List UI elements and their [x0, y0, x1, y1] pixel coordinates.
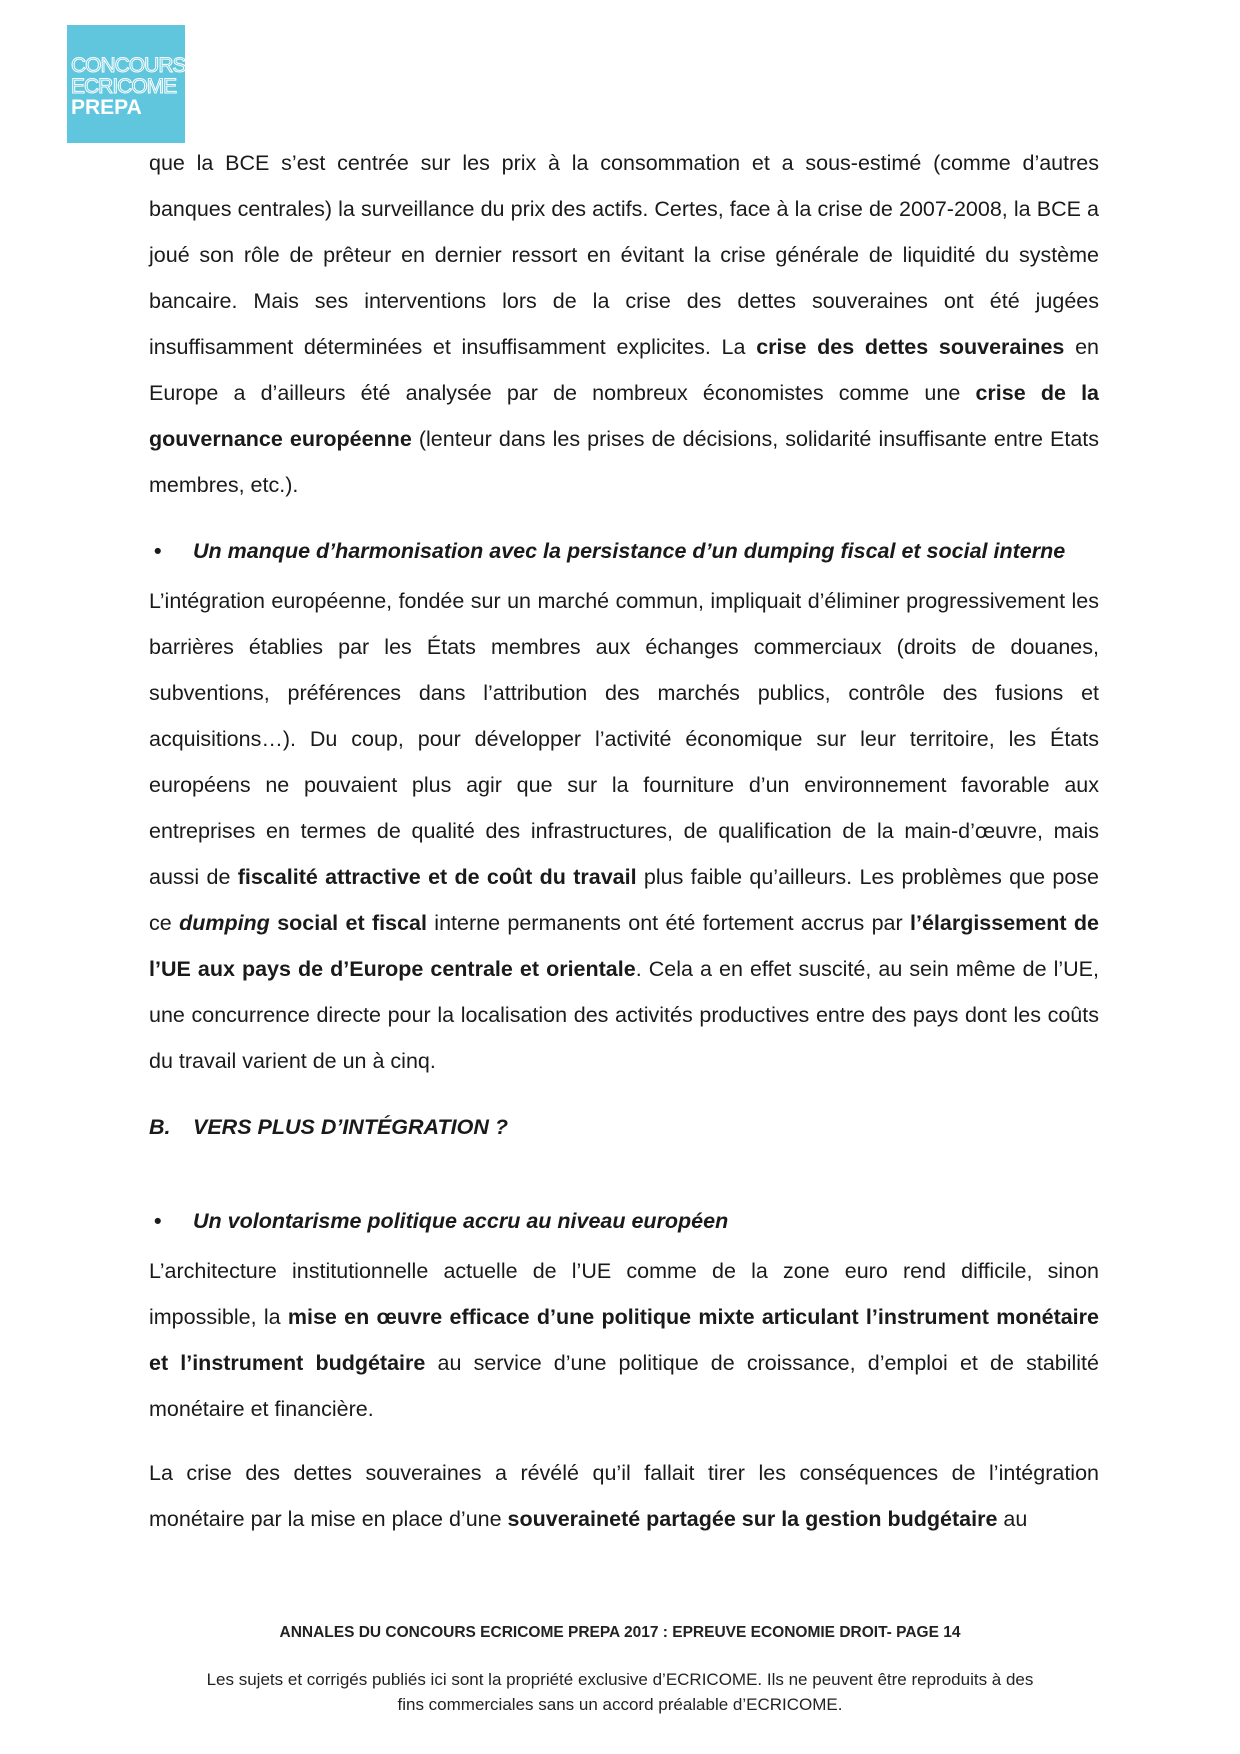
- footer-title: ANNALES DU CONCOURS ECRICOME PREPA 2017 : EPREUVE ECONOMIE DROIT- PAGE 14: [279, 1624, 961, 1641]
- logo-line-prepa: PREPA: [71, 96, 142, 119]
- bullet-dot-icon: •: [154, 539, 162, 563]
- footer-note-line: fins commerciales sans un accord préalable d’ECRICOME.: [397, 1695, 843, 1714]
- footer-copyright-note: [150, 1667, 1090, 1717]
- text-run: au service d’une politique de croissance, d’emploi et de stabilité monétaire et financière.: [149, 1351, 1099, 1421]
- bold-run: fiscalité attractive et de coût du travail: [237, 865, 637, 889]
- document-body: [149, 140, 1099, 1542]
- text-run: plus faible qu’ailleurs. Les problèmes que pose ce: [149, 865, 1099, 935]
- bold-run: souveraineté partagée sur la gestion budgétaire: [507, 1507, 998, 1531]
- paragraph-architecture: [149, 1248, 1099, 1432]
- paragraph-dumping: [149, 578, 1099, 1084]
- text-run: que la BCE s’est centrée sur les prix à la consommation et a sous-estimé (comme d’autres banques centrales) la surveillance du prix des actifs. Certes, face à la crise de 2007-2008, la BCE a joué son rôle de prêteur en dernier ressort en évitant la crise générale de liquidité du système bancaire. Mais ses interventions lors de la crise des dettes souveraines ont été jugées insuffisamment déterminées et insuffisamment explicites. La: [149, 151, 1099, 359]
- text-run: interne permanents ont été fortement accrus par: [426, 911, 910, 935]
- bold-run: mise en œuvre efficace d’une politique mixte articulant l’instrument monétaire et l’instrument budgétaire: [149, 1305, 1099, 1375]
- text-run: en Europe a d’ailleurs été analysée par de nombreux économistes comme une: [149, 335, 1099, 405]
- bold-italic-run: dumping: [179, 911, 270, 935]
- bold-run: crise des dettes souveraines: [756, 335, 1065, 359]
- logo-line-concours: CONCOURS: [71, 54, 186, 77]
- text-run: La crise des dettes souveraines a révélé qu’il fallait tirer les conséquences de l’intégration monétaire par la mise en place d’une: [149, 1461, 1099, 1531]
- text-run: L’architecture institutionnelle actuelle de l’UE comme de la zone euro rend difficile, sinon impossible, la: [149, 1259, 1099, 1329]
- bullet-text: Un manque d’harmonisation avec la persistance d’un dumping fiscal et social interne: [193, 539, 1066, 563]
- paragraph-crise-dettes: [149, 1450, 1099, 1542]
- bold-run: social et fiscal: [277, 911, 427, 935]
- text-run: au: [997, 1507, 1028, 1531]
- text-run: L’intégration européenne, fondée sur un marché commun, impliquait d’éliminer progressivement les barrières établies par les États membres aux échanges commerciaux (droits de douanes, subventions, préférences dans l’attribution des marchés publics, contrôle des fusions et acquisitions…). Du coup, pour développer l’activité économique sur leur territoire, les États européens ne pouvaient plus agir que sur la fourniture d’un environnement favorable aux entreprises en termes de qualité des infrastructures, de qualification de la main-d’œuvre, mais aussi de: [149, 589, 1099, 889]
- text-run: (lenteur dans les prises de décisions, solidarité insuffisante entre Etats membres, etc.).: [149, 427, 1099, 497]
- logo-line-ecricome: ECRICOME: [71, 75, 177, 98]
- bullet-dot-icon: •: [154, 1209, 162, 1233]
- bold-run: crise de la gouvernance européenne: [149, 381, 1099, 451]
- bullet-heading-volontarisme: [149, 1198, 1099, 1244]
- bold-run: l’élargissement de l’UE aux pays de d’Europe centrale et orientale: [149, 911, 1099, 981]
- footer-note-line: Les sujets et corrigés publiés ici sont la propriété exclusive d’ECRICOME. Ils ne peuvent être reproduits à des: [206, 1670, 1034, 1689]
- section-letter: B.: [149, 1115, 171, 1139]
- ecricome-logo: [67, 25, 185, 143]
- text-run: . Cela a en effet suscité, au sein même de l’UE, une concurrence directe pour la localisation des activités productives entre des pays dont les coûts du travail varient de un à cinq.: [149, 957, 1099, 1073]
- bullet-heading-harmonisation: [149, 528, 1099, 574]
- section-title: VERS PLUS D’INTÉGRATION ?: [193, 1115, 508, 1139]
- paragraph-bce: [149, 140, 1099, 508]
- section-heading-b: [149, 1104, 1099, 1150]
- bullet-text: Un volontarisme politique accru au niveau européen: [193, 1209, 729, 1233]
